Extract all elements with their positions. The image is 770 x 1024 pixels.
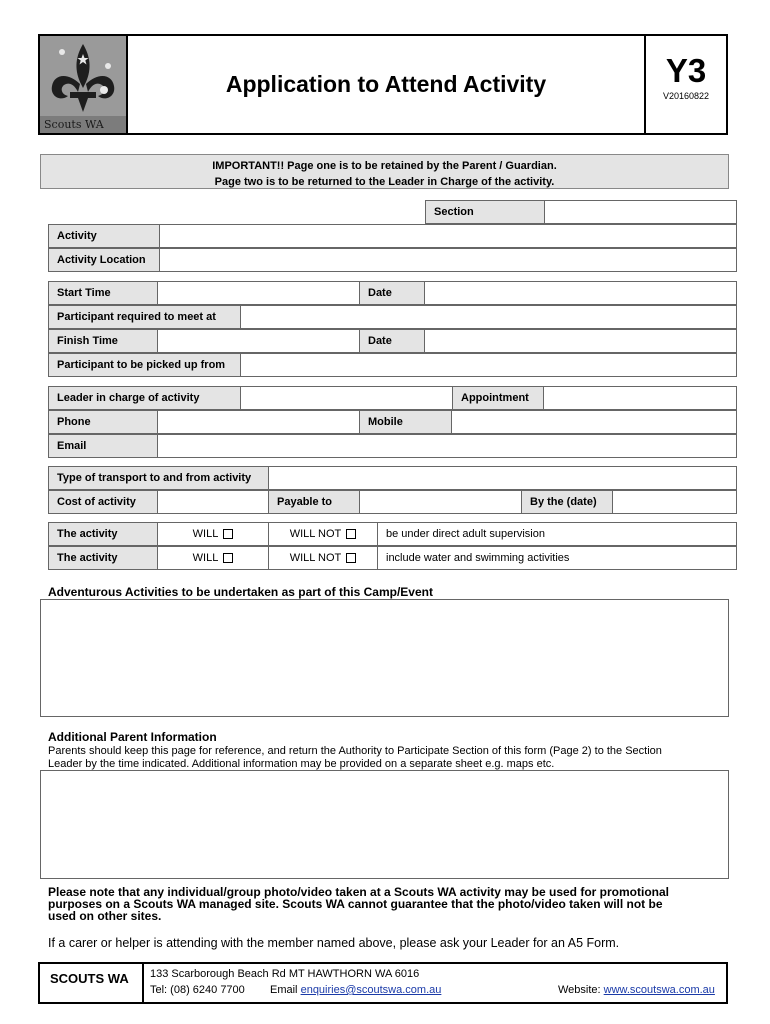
important-notice	[40, 154, 729, 189]
picked-up-input[interactable]	[240, 353, 737, 377]
cost-input[interactable]	[157, 490, 269, 514]
footer	[38, 962, 728, 1004]
notice-line-1: IMPORTANT!! Page one is to be retained by the Parent / Guardian.	[212, 160, 557, 172]
footer-org: SCOUTS WA	[50, 971, 129, 986]
adventurous-textarea[interactable]	[40, 599, 729, 717]
adventurous-title: Adventurous Activities to be undertaken as part of this Camp/Event	[48, 585, 433, 599]
will-label: WILL	[192, 552, 219, 564]
title-box	[128, 36, 644, 133]
start-date-label: Date	[359, 281, 425, 305]
carer-note: If a carer or helper is attending with the member named above, please ask your Leader for an A5 Form.	[48, 936, 620, 950]
will-label: WILL	[192, 528, 219, 540]
footer-website-link[interactable]: www.scoutswa.com.au	[603, 984, 715, 996]
will-not-label: WILL NOT	[289, 528, 342, 540]
section-input[interactable]	[544, 200, 737, 224]
form-version: V20160822	[662, 91, 710, 101]
finish-date-input[interactable]	[424, 329, 737, 353]
meet-at-label: Participant required to meet at	[48, 305, 241, 329]
activity-location-input[interactable]	[159, 248, 737, 272]
water-will-option[interactable]	[157, 546, 269, 570]
footer-phone: Tel: (08) 6240 7700	[150, 984, 245, 996]
phone-input[interactable]	[157, 410, 360, 434]
transport-input[interactable]	[268, 466, 737, 490]
mobile-input[interactable]	[451, 410, 737, 434]
transport-label: Type of transport to and from activity	[48, 466, 269, 490]
footer-address: 133 Scarborough Beach Rd MT HAWTHORN WA 6016	[150, 968, 420, 980]
supervision-will-not-option[interactable]	[268, 522, 378, 546]
appointment-input[interactable]	[543, 386, 737, 410]
phone-label: Phone	[48, 410, 158, 434]
leader-label: Leader in charge of activity	[48, 386, 241, 410]
will-not-checkbox[interactable]	[346, 529, 356, 539]
photo-note-line-2: purposes on a Scouts WA managed site. Scouts WA cannot guarantee that the photo/video taken will not be	[48, 897, 663, 911]
form-code-box	[644, 36, 726, 133]
photo-note-line-3: used on other sites.	[48, 909, 162, 923]
by-date-label: By the (date)	[521, 490, 613, 514]
mobile-label: Mobile	[359, 410, 452, 434]
activity-water-label: The activity	[48, 546, 158, 570]
activity-supervision-label: The activity	[48, 522, 158, 546]
leader-input[interactable]	[240, 386, 453, 410]
footer-website-label: Website:	[558, 984, 601, 996]
payable-to-input[interactable]	[359, 490, 522, 514]
supervision-will-option[interactable]	[157, 522, 269, 546]
activity-location-label: Activity Location	[48, 248, 160, 272]
finish-time-label: Finish Time	[48, 329, 158, 353]
finish-date-label: Date	[359, 329, 425, 353]
will-not-checkbox[interactable]	[346, 553, 356, 563]
water-description: include water and swimming activities	[377, 546, 737, 570]
cost-label: Cost of activity	[48, 490, 158, 514]
additional-title: Additional Parent Information	[48, 730, 217, 744]
picked-up-label: Participant to be picked up from	[48, 353, 241, 377]
supervision-description: be under direct adult supervision	[377, 522, 737, 546]
notice-line-2: Page two is to be returned to the Leader in Charge of the activity.	[214, 176, 555, 188]
form-title: Application to Attend Activity	[225, 71, 547, 97]
will-checkbox[interactable]	[223, 529, 233, 539]
email-label: Email	[48, 434, 158, 458]
payable-to-label: Payable to	[268, 490, 360, 514]
meet-at-input[interactable]	[240, 305, 737, 329]
by-date-input[interactable]	[612, 490, 737, 514]
water-will-not-option[interactable]	[268, 546, 378, 570]
start-time-input[interactable]	[157, 281, 360, 305]
additional-line-2: Leader by the time indicated. Additional information may be provided on a separate sheet e.g. maps etc.	[48, 758, 555, 770]
activity-label: Activity	[48, 224, 160, 248]
additional-textarea[interactable]	[40, 770, 729, 879]
finish-time-input[interactable]	[157, 329, 360, 353]
will-not-label: WILL NOT	[289, 552, 342, 564]
footer-website	[558, 984, 715, 996]
logo-text: Scouts WA	[44, 118, 104, 131]
photo-note-line-1: Please note that any individual/group photo/video taken at a Scouts WA activity may be used for promotional	[48, 885, 669, 899]
footer-email-label: Email	[270, 984, 298, 996]
will-checkbox[interactable]	[223, 553, 233, 563]
section-label: Section	[425, 200, 545, 224]
additional-line-1: Parents should keep this page for reference, and return the Authority to Participate Section of this form (Page 2) to the Section	[48, 745, 662, 757]
start-time-label: Start Time	[48, 281, 158, 305]
scouts-wa-logo	[40, 36, 128, 133]
form-code: Y3	[665, 52, 707, 89]
form-header	[38, 34, 728, 135]
footer-divider	[142, 964, 144, 1002]
footer-email-link[interactable]: enquiries@scoutswa.com.au	[300, 984, 442, 996]
activity-input[interactable]	[159, 224, 737, 248]
email-input[interactable]	[157, 434, 737, 458]
footer-email	[270, 984, 441, 996]
appointment-label: Appointment	[452, 386, 544, 410]
start-date-input[interactable]	[424, 281, 737, 305]
